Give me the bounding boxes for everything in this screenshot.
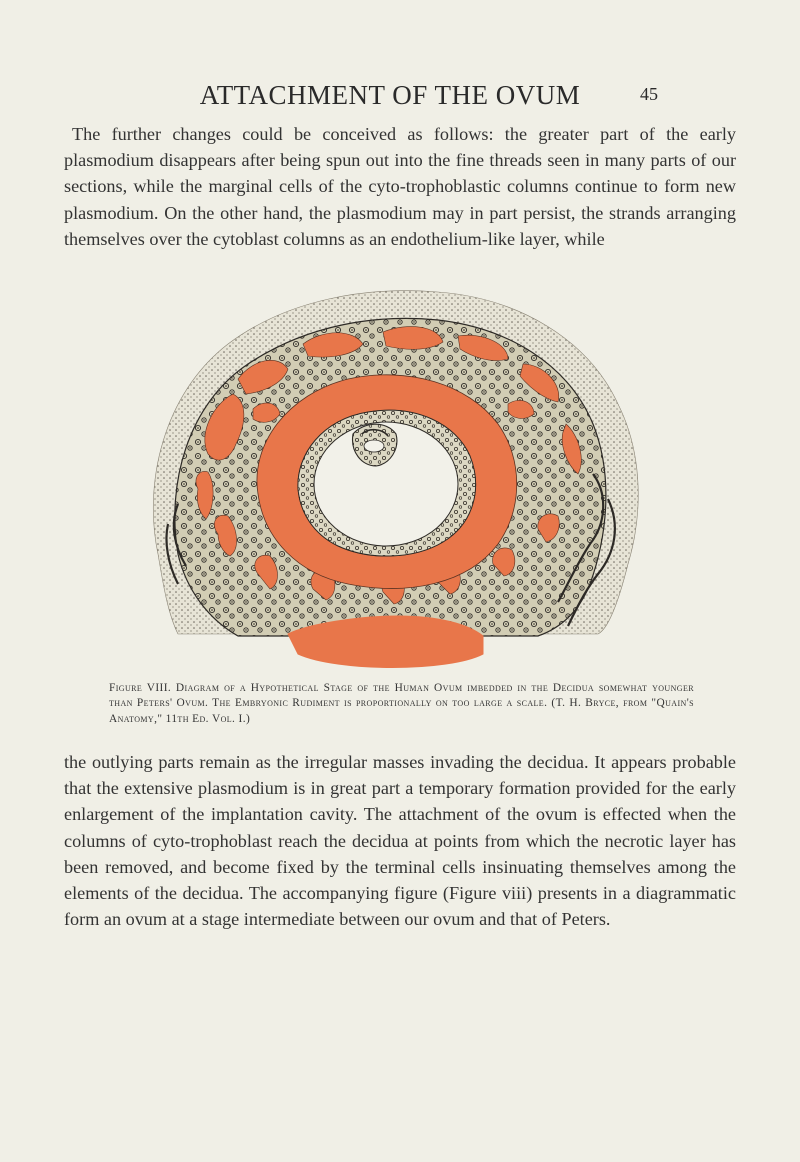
running-head: ATTACHMENT OF THE OVUM	[199, 80, 581, 110]
figure-ovum-diagram	[138, 284, 646, 676]
paragraph-bottom: the outlying parts remain as the irregular masses invading the decidua. It appears probable that the extensive plasmodium is in great part a temporary formation provided for the early enlargement of the implantation cavity. The attachment of the ovum is effected when the columns of cyto-trophoblast reach the decidua at points from which the necrotic layer has been removed, and become fixed by the terminal cells insinuating themselves among the elements of the decidua. The accompanying figure (Figure viii) presents in a diagrammatic form an ovum at a stage intermediate between our ovum and that of Peters.	[64, 752, 736, 930]
paragraph-top: The further changes could be conceived as follows: the greater part of the early plasmodium disappears after being spun out into the fine threads seen in many parts of our sections, while the marginal cells of the cyto-trophoblastic columns continue to form new plasmodium. On the other hand, the plasmodium may in part persist, the strands arranging themselves over the cytoblast columns as an endothelium-like layer, while	[64, 124, 736, 249]
figure-caption: Figure VIII. Diagram of a Hypothetical Stage of the Human Ovum imbedded in the Decidua somewhat younger than Peters' Ovum. The Embryonic Rudiment is proportionally on too large a scale. (T. H. Bryce, from "Quain's Anatomy," 11th Ed. Vol. I.)	[109, 682, 694, 725]
page-number: 45	[640, 84, 658, 104]
